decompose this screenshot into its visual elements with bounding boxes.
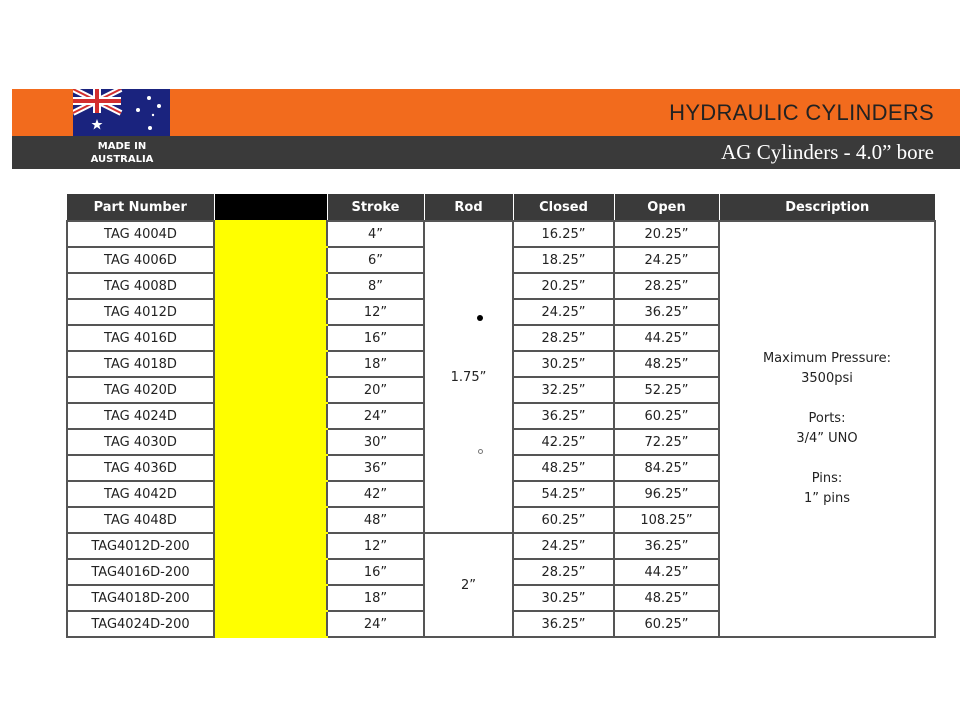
highlighted-redacted-cell xyxy=(214,611,327,637)
header-rod: Rod xyxy=(424,194,513,221)
header-description: Description xyxy=(719,194,935,221)
part-number-cell: TAG4024D-200 xyxy=(67,611,214,637)
part-number-cell: TAG 4018D xyxy=(67,351,214,377)
desc-pressure-value: 3500psi xyxy=(801,371,853,386)
highlighted-redacted-cell xyxy=(214,533,327,559)
header-stroke: Stroke xyxy=(327,194,424,221)
highlighted-redacted-cell xyxy=(214,455,327,481)
desc-pins-label: Pins: xyxy=(811,471,843,486)
badge-line1: MADE IN xyxy=(97,141,147,152)
stroke-cell: 30” xyxy=(327,429,424,455)
highlighted-redacted-cell xyxy=(214,585,327,611)
closed-cell: 54.25” xyxy=(513,481,614,507)
open-cell: 48.25” xyxy=(614,351,719,377)
stroke-cell: 20” xyxy=(327,377,424,403)
open-cell: 24.25” xyxy=(614,247,719,273)
closed-cell: 36.25” xyxy=(513,403,614,429)
closed-cell: 16.25” xyxy=(513,221,614,247)
closed-cell: 28.25” xyxy=(513,325,614,351)
open-cell: 60.25” xyxy=(614,403,719,429)
part-number-cell: TAG 4004D xyxy=(67,221,214,247)
stray-small-mark xyxy=(478,449,483,454)
part-number-cell: TAG4018D-200 xyxy=(67,585,214,611)
open-cell: 36.25” xyxy=(614,533,719,559)
highlighted-redacted-cell xyxy=(214,299,327,325)
rod-cell-group1: 1.75” xyxy=(424,221,513,533)
closed-cell: 48.25” xyxy=(513,455,614,481)
open-cell: 60.25” xyxy=(614,611,719,637)
stroke-cell: 18” xyxy=(327,585,424,611)
stroke-cell: 42” xyxy=(327,481,424,507)
stroke-cell: 4” xyxy=(327,221,424,247)
stroke-cell: 6” xyxy=(327,247,424,273)
open-cell: 20.25” xyxy=(614,221,719,247)
open-cell: 84.25” xyxy=(614,455,719,481)
page-subtitle: AG Cylinders - 4.0” bore xyxy=(721,140,934,164)
highlighted-redacted-cell xyxy=(214,481,327,507)
part-number-cell: TAG 4048D xyxy=(67,507,214,533)
closed-cell: 30.25” xyxy=(513,351,614,377)
page-title: HYDRAULIC CYLINDERS xyxy=(669,100,934,125)
part-number-cell: TAG 4042D xyxy=(67,481,214,507)
open-cell: 108.25” xyxy=(614,507,719,533)
part-number-cell: TAG 4024D xyxy=(67,403,214,429)
description-cell xyxy=(719,221,935,637)
part-number-cell: TAG 4012D xyxy=(67,299,214,325)
closed-cell: 28.25” xyxy=(513,559,614,585)
open-cell: 72.25” xyxy=(614,429,719,455)
stroke-cell: 12” xyxy=(327,533,424,559)
part-number-cell: TAG 4030D xyxy=(67,429,214,455)
stroke-cell: 16” xyxy=(327,325,424,351)
closed-cell: 36.25” xyxy=(513,611,614,637)
highlighted-redacted-cell xyxy=(214,559,327,585)
stroke-cell: 12” xyxy=(327,299,424,325)
closed-cell: 42.25” xyxy=(513,429,614,455)
closed-cell: 32.25” xyxy=(513,377,614,403)
desc-spacer xyxy=(720,449,934,469)
part-number-cell: TAG 4036D xyxy=(67,455,214,481)
open-cell: 52.25” xyxy=(614,377,719,403)
header-closed: Closed xyxy=(513,194,614,221)
part-number-cell: TAG 4020D xyxy=(67,377,214,403)
desc-ports-value: 3/4” UNO xyxy=(796,431,858,446)
highlighted-redacted-cell xyxy=(214,507,327,533)
open-cell: 48.25” xyxy=(614,585,719,611)
highlighted-redacted-cell xyxy=(214,273,327,299)
open-cell: 44.25” xyxy=(614,325,719,351)
open-cell: 96.25” xyxy=(614,481,719,507)
highlighted-redacted-cell xyxy=(214,429,327,455)
desc-pins-value: 1” pins xyxy=(803,491,850,506)
header-part-number: Part Number xyxy=(67,194,214,221)
part-number-cell: TAG4012D-200 xyxy=(67,533,214,559)
highlighted-redacted-cell xyxy=(214,351,327,377)
stroke-cell: 48” xyxy=(327,507,424,533)
closed-cell: 24.25” xyxy=(513,299,614,325)
stray-dot-mark xyxy=(477,315,483,321)
header-redacted xyxy=(214,194,327,221)
desc-spacer xyxy=(720,389,934,409)
desc-pressure-label: Maximum Pressure: xyxy=(762,351,892,366)
highlighted-redacted-cell xyxy=(214,403,327,429)
header-open: Open xyxy=(614,194,719,221)
part-number-cell: TAG 4016D xyxy=(67,325,214,351)
part-number-cell: TAG 4008D xyxy=(67,273,214,299)
closed-cell: 18.25” xyxy=(513,247,614,273)
closed-cell: 20.25” xyxy=(513,273,614,299)
closed-cell: 30.25” xyxy=(513,585,614,611)
australian-flag-icon xyxy=(73,89,170,136)
highlighted-redacted-cell xyxy=(214,325,327,351)
table-row xyxy=(67,221,935,247)
open-cell: 36.25” xyxy=(614,299,719,325)
table-header-row xyxy=(67,194,935,221)
highlighted-redacted-cell xyxy=(214,377,327,403)
cylinder-spec-table xyxy=(66,194,936,638)
badge-line2: AUSTRALIA xyxy=(90,154,154,165)
open-cell: 44.25” xyxy=(614,559,719,585)
highlighted-redacted-cell xyxy=(214,221,327,247)
rod-cell-group2: 2” xyxy=(424,533,513,637)
stroke-cell: 24” xyxy=(327,611,424,637)
part-number-cell: TAG 4006D xyxy=(67,247,214,273)
made-in-australia-badge xyxy=(72,140,172,166)
stroke-cell: 8” xyxy=(327,273,424,299)
closed-cell: 60.25” xyxy=(513,507,614,533)
stroke-cell: 16” xyxy=(327,559,424,585)
desc-ports-label: Ports: xyxy=(808,411,846,426)
stroke-cell: 36” xyxy=(327,455,424,481)
stroke-cell: 18” xyxy=(327,351,424,377)
highlighted-redacted-cell xyxy=(214,247,327,273)
open-cell: 28.25” xyxy=(614,273,719,299)
part-number-cell: TAG4016D-200 xyxy=(67,559,214,585)
closed-cell: 24.25” xyxy=(513,533,614,559)
stroke-cell: 24” xyxy=(327,403,424,429)
